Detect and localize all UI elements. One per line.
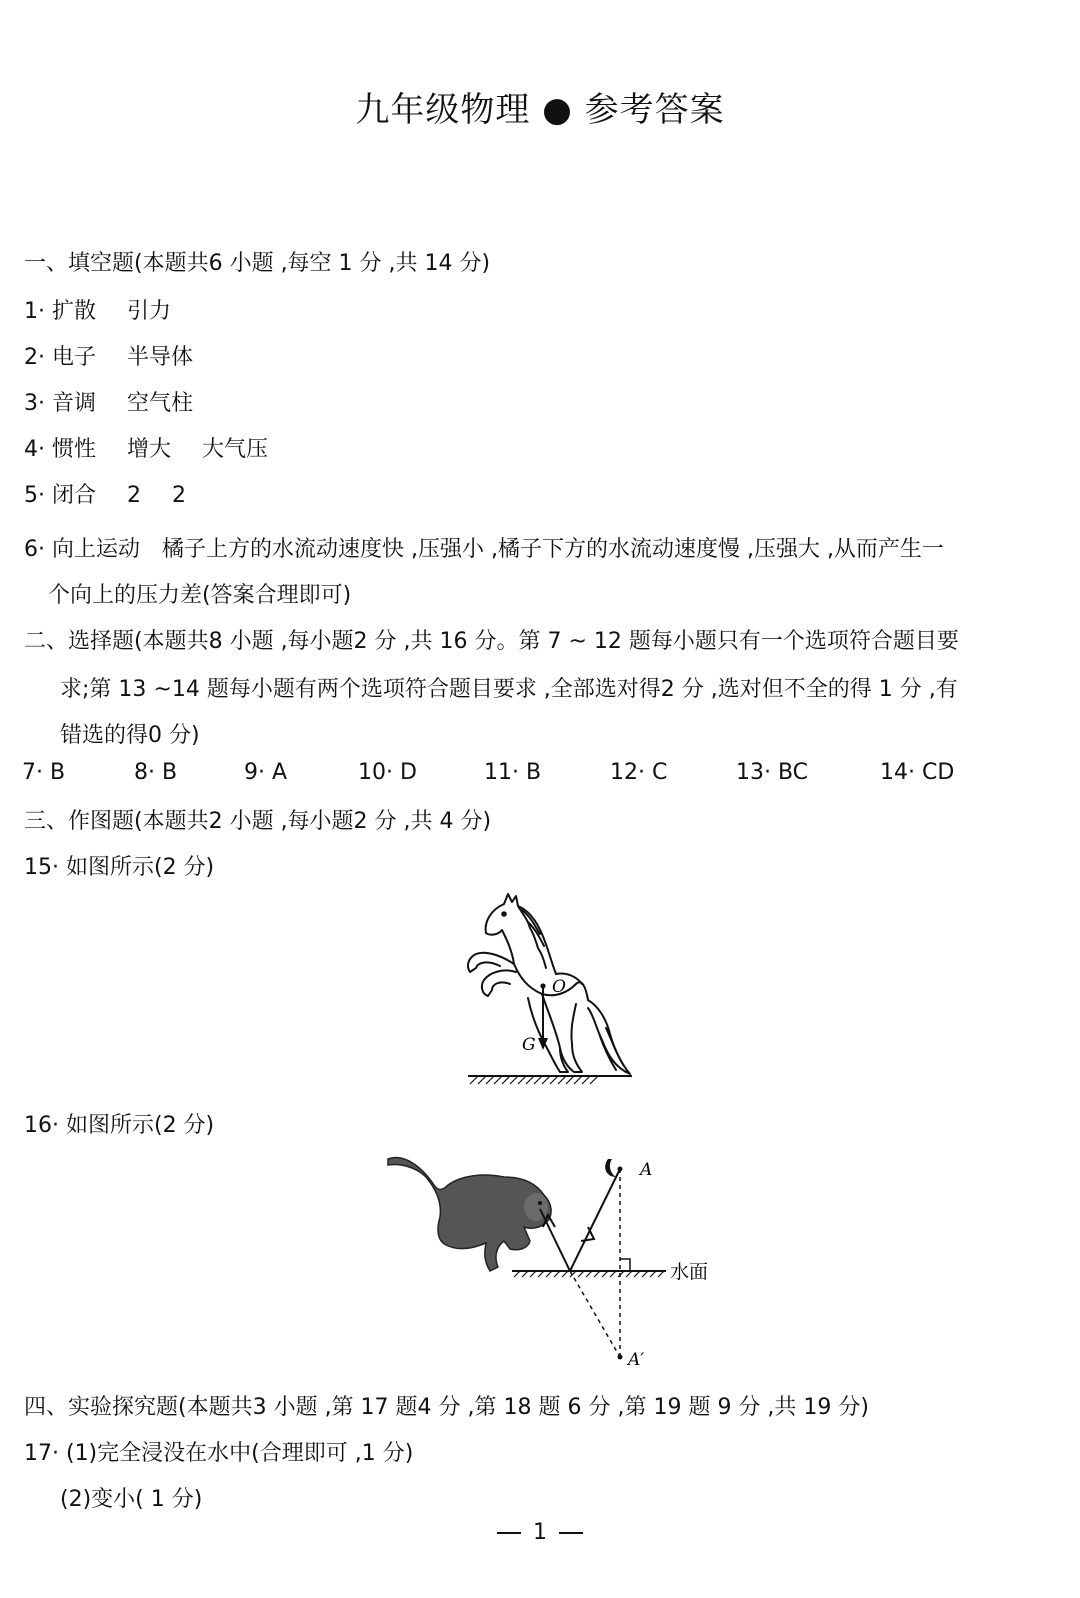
answer-item-5	[24, 478, 210, 509]
incident-ray	[570, 1169, 620, 1271]
section2-heading-line1: 二、选择题(本题共8 小题 ,每小题2 分 ,共 16 分。第 7 ~ 12 题每小题只有一个选项符合题目要	[24, 629, 959, 654]
choice-answer: 14· CD	[880, 760, 955, 785]
choice-answer: 8· B	[134, 760, 178, 785]
answer-item-1	[24, 294, 195, 325]
monkey-illustration	[388, 1158, 551, 1271]
page-number-dash-left	[497, 1532, 521, 1534]
answer: 空气柱	[127, 391, 194, 416]
answer: 大气压	[202, 437, 269, 462]
answer-item-17-part1: 17· (1)完全浸没在水中(合理即可 ,1 分)	[24, 1441, 414, 1466]
item-number: 3·	[24, 391, 45, 416]
choice-answer: 7· B	[22, 760, 66, 785]
item-number: 4·	[24, 437, 45, 462]
answer-item-3	[24, 386, 217, 417]
answer-item-17-part2: (2)变小( 1 分)	[60, 1487, 203, 1512]
answer: 闭合	[52, 483, 97, 508]
moon-icon	[605, 1159, 616, 1177]
answer: 惯性	[52, 437, 97, 462]
answer: 引力	[127, 299, 172, 324]
answer: 半导体	[127, 345, 194, 370]
reflected-ray	[540, 1209, 570, 1271]
point-A-prime	[618, 1355, 623, 1360]
answer-item-4	[24, 432, 292, 463]
question-16-label: 16· 如图所示(2 分)	[24, 1113, 215, 1138]
answer-item-6-line1: 6· 向上运动 橘子上方的水流动速度快 ,压强小 ,橘子下方的水流动速度慢 ,压强大 ,从而产生一	[24, 537, 944, 562]
page-number-dash-right	[559, 1532, 583, 1534]
section2-heading-line2: 求;第 13 ~14 题每小题有两个选项符合题目要求 ,全部选对得2 分 ,选对但不全的得 1 分 ,有	[60, 677, 958, 702]
section2-heading-line3: 错选的得0 分)	[60, 723, 200, 748]
choice-answer: 12· C	[610, 760, 668, 785]
right-angle-mark	[620, 1259, 630, 1271]
choice-answers-row	[22, 760, 1022, 790]
answer: 2	[127, 483, 142, 508]
horse-gravity-diagram	[456, 888, 646, 1088]
label-G: G	[522, 1035, 536, 1055]
choice-answer: 13· BC	[736, 760, 809, 785]
label-A-prime: A′	[628, 1350, 645, 1370]
label-A: A	[640, 1160, 653, 1180]
ground-hatching	[470, 1076, 598, 1084]
choice-answer: 11· B	[484, 760, 542, 785]
section4-heading: 四、实验探究题(本题共3 小题 ,第 17 题4 分 ,第 18 题 6 分 ,第 19 题 9 分 ,共 19 分)	[24, 1395, 869, 1420]
item-number: 1·	[24, 299, 45, 324]
page-number-value: 1	[533, 1520, 547, 1545]
answer: 扩散	[52, 299, 97, 324]
answer-item-6-line2: 个向上的压力差(答案合理即可)	[48, 583, 352, 608]
question-15-label: 15· 如图所示(2 分)	[24, 855, 215, 880]
horse-illustration	[468, 894, 630, 1074]
section3-heading: 三、作图题(本题共2 小题 ,每小题2 分 ,共 4 分)	[24, 809, 492, 834]
page-title: 九年级物理 ● 参考答案	[355, 90, 725, 130]
answer: 电子	[52, 345, 97, 370]
label-water-surface: 水面	[670, 1261, 709, 1283]
answer-item-2	[24, 340, 217, 371]
choice-answer: 10· D	[358, 760, 417, 785]
item-number: 5·	[24, 483, 45, 508]
answer: 增大	[127, 437, 172, 462]
section1-heading: 一、填空题(本题共6 小题 ,每空 1 分 ,共 14 分)	[24, 251, 491, 276]
answer: 2	[172, 483, 187, 508]
answer: 音调	[52, 391, 97, 416]
virtual-ray	[570, 1271, 620, 1357]
page-number	[0, 1520, 1080, 1545]
item-number: 2·	[24, 345, 45, 370]
label-O: O	[552, 977, 566, 997]
choice-answer: 9· A	[244, 760, 288, 785]
monkey-reflection-diagram	[380, 1145, 730, 1370]
